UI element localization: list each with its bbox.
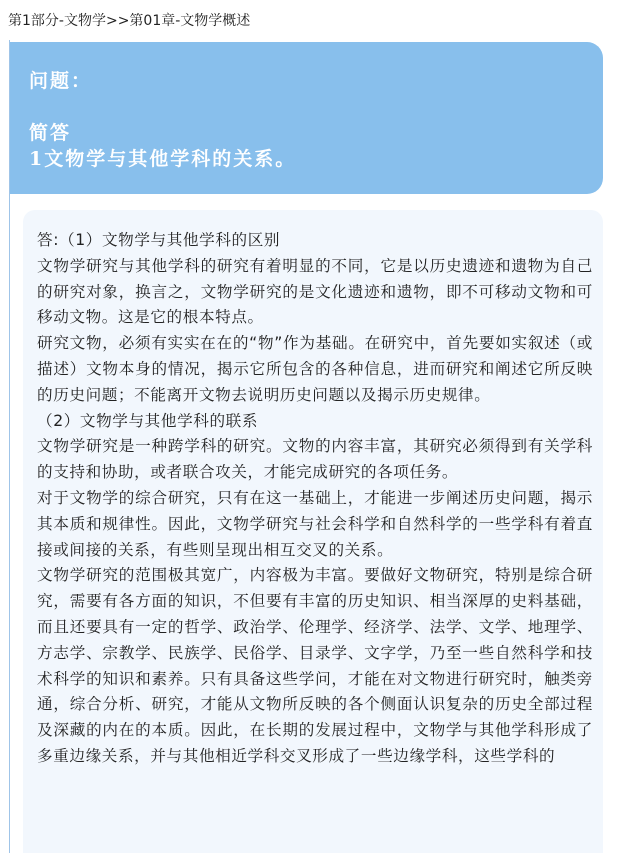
- question-type: 简答: [29, 122, 72, 144]
- breadcrumb[interactable]: 第1部分-文物学>>第01章-文物学概述: [8, 13, 251, 29]
- answer-text: [37, 228, 593, 770]
- answer-paragraph: 文物学研究与其他学科的研究有着明显的不同，它是以历史遗迹和遗物为自己的研究对象，换言之，文物学研究的是文化遗迹和遗物，即不可移动文物和可移动文物。这是它的根本特点。: [37, 256, 593, 327]
- answer-paragraph: 研究文物，必须有实实在在的“物”作为基础。在研究中，首先要如实叙述（或描述）文物本身的情况，揭示它所包含的各种信息，进而研究和阐述它所反映的历史问题；不能离开文物去说明历史问题以及揭示历史规律。: [37, 334, 593, 404]
- answer-paragraph: （2）文物学与其他学科的联系: [37, 411, 259, 430]
- question-label: 问题：: [29, 70, 93, 92]
- question-title: 1文物学与其他学科的关系。: [29, 148, 297, 170]
- answer-card: [23, 210, 603, 853]
- answer-paragraph: 文物学研究的范围极其宽广，内容极为丰富。要做好文物研究，特别是综合研究，需要有各方面的知识，不但要有丰富的历史知识、相当深厚的史料基础，而且还要具有一定的哲学、政治学、伦理学、经济学、法学、文学、地理学、方志学、宗教学、民族学、民俗学、目录学、文字学，乃至一些自然科学和技术科学的知识和素养。只有具备这些学问，才能在对文物进行研究时，触类旁通，综合分析、研究，才能从文物所反映的各个侧面认识复杂的历史全部过程及深藏的内在的本质。因此，在长期的发展过程中，文物学与其他学科形成了多重边缘关系，并与其他相近学科交叉形成了一些边缘学科，这些学科的: [37, 566, 593, 765]
- answer-paragraph: 答:（1）文物学与其他学科的区别: [37, 231, 281, 249]
- answer-paragraph: 对于文物学的综合研究，只有在这一基础上，才能进一步阐述历史问题，揭示其本质和规律性。因此，文物学研究与社会科学和自然科学的一些学科有着直接或间接的关系，有些则呈现出相互交叉的关系。: [37, 488, 593, 559]
- question-card: [10, 42, 603, 194]
- answer-paragraph: 文物学研究是一种跨学科的研究。文物的内容丰富，其研究必须得到有关学科的支持和协助，或者联合攻关，才能完成研究的各项任务。: [37, 437, 593, 482]
